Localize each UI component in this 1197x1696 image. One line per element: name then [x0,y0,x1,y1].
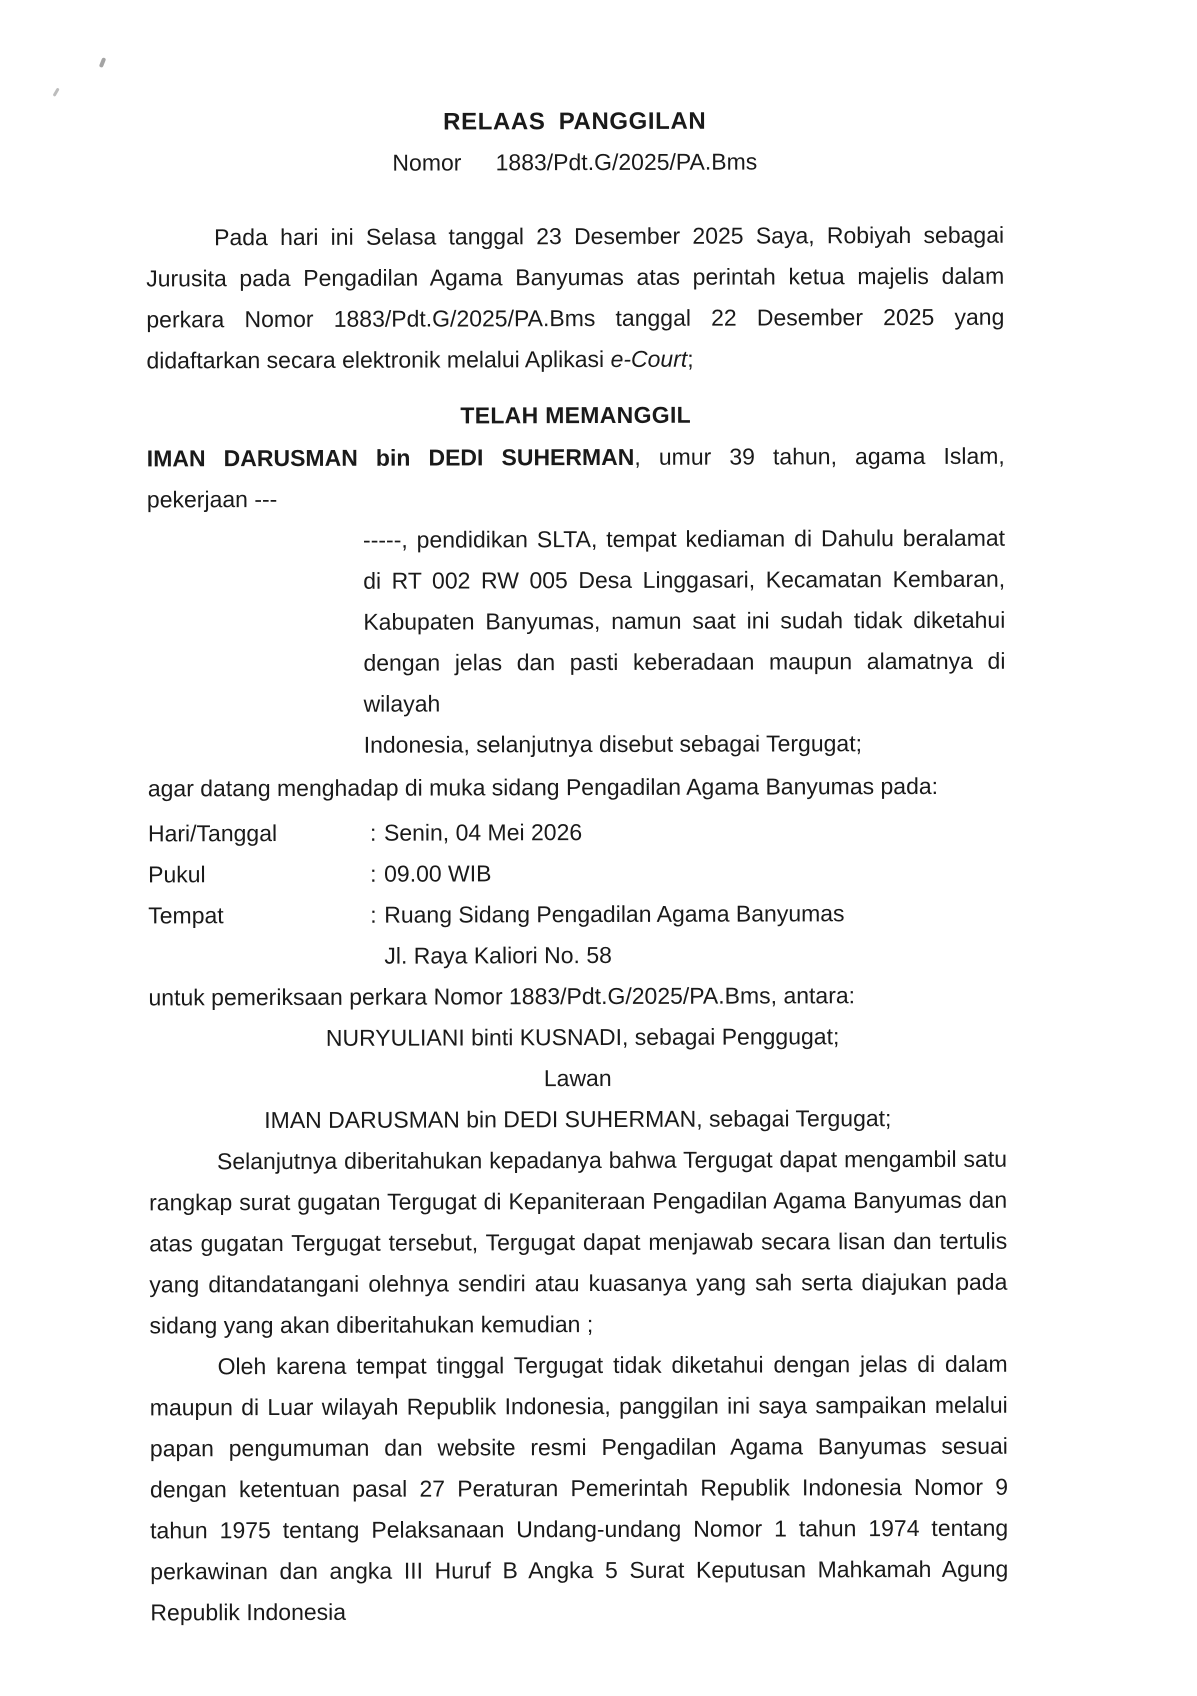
schedule-colon: : [370,901,377,928]
page-title: RELAAS PANGGILAN [443,107,707,136]
plaintiff-line: NURYULIANI binti KUSNADI, sebagai Penggugat; [325,1023,840,1051]
case-number-value: 1883/Pdt.G/2025/PA.Bms [495,148,758,176]
defendant-attributes: , umur 39 tahun, agama Islam, pekerjaan --- [146,442,1005,513]
scan-speckle-icon [53,88,60,97]
defendant-name: IMAN DARUSMAN bin DEDI SUHERMAN [146,443,635,472]
schedule-row-date [148,811,1006,855]
schedule-row-time [148,852,1006,896]
ecourt-app-name: e-Court [610,345,688,372]
summon-heading: TELAH MEMANGGIL [460,401,692,429]
defendant-address-text: -----, pendidikan SLTA, tempat kediaman di Dahulu beralamat di RT 002 RW 005 Desa Linggasari, Kecamatan Kembaran, Kabupaten Banyumas, namun saat ini sudah tidak diketahui dengan jelas dan pasti keberadaan maupun alamatnya di wilayah [362,524,1006,717]
schedule-label-time: Pukul [148,861,206,888]
schedule-colon: : [370,860,377,887]
schedule-label-date: Hari/Tanggal [147,820,278,847]
scan-speckle-icon [99,57,106,68]
opening-paragraph-text: Pada hari ini Selasa tanggal 23 Desember 2025 Saya, Robiyah sebagai Jurusita pada Pengadilan Agama Banyumas atas perintah ketua majelis dalam perkara Nomor 1883/Pdt.G/2025/PA.Bms tanggal 22 Desember 2025 yang didaftarkan secara elektronik melalui Aplikasi [146,221,1005,374]
case-examination-line: untuk pemeriksaan perkara Nomor 1883/Pdt.G/2025/PA.Bms, antara: [148,982,856,1011]
defendant-status-line: Indonesia, selanjutnya disebut sebagai Tergugat; [363,730,862,758]
defendant-party-line: IMAN DARUSMAN bin DEDI SUHERMAN, sebagai Tergugat; [264,1105,892,1134]
hearing-schedule [148,811,1007,978]
schedule-value-date: Senin, 04 Mei 2026 [383,819,583,846]
appearance-instruction: agar datang menghadap di muka sidang Pengadilan Agama Banyumas pada: [147,772,939,802]
case-number-label: Nomor [392,149,462,176]
schedule-row-place [148,893,1006,937]
defendant-address-block [363,518,1006,766]
schedule-label-place: Tempat [148,902,224,929]
defendant-identity-block [147,436,1006,767]
defendant-identity-first-line [147,436,1005,521]
schedule-colon: : [369,819,377,846]
opening-paragraph-punct: ; [687,345,694,372]
schedule-value-place: Ruang Sidang Pengadilan Agama Banyumas [384,900,845,928]
schedule-value-time: 09.00 WIB [384,860,492,887]
final-paragraph: Oleh karena tempat tinggal Tergugat tidak diketahui dengan jelas di dalam maupun di Luar wilayah Republik Indonesia, panggilan ini saya sampaikan melalui papan pengumuman dan website resmi Pengadilan Agama Banyumas sesuai dengan ketentuan pasal 27 Peraturan Pemerintah Republik Indonesia Nomor 9 tahun 1975 tentang Pelaksanaan Undang-undang Nomor 1 tahun 1974 tentang perkawinan dan angka III Huruf B Angka 5 Surat Keputusan Mahkamah Agung Republik Indonesia [149,1350,1009,1626]
notice-paragraph: Selanjutnya diberitahukan kepadanya bahwa Tergugat dapat mengambil satu rangkap surat gugatan Tergugat di Kepaniteraan Pengadilan Agama Banyumas dan atas gugatan Tergugat tersebut, Tergugat dapat menjawab secara lisan dan tertulis yang ditandatangani olehnya sendiri atau kuasanya yang sah serta diajukan pada sidang yang akan diberitahukan kemudian ; [149,1145,1008,1339]
versus-line: Lawan [543,1064,612,1092]
opening-paragraph [146,215,1005,382]
case-number-line [146,148,1004,178]
document-body [145,0,1008,1633]
schedule-value-address: Jl. Raya Kaliori No. 58 [384,941,612,969]
spacer [146,175,1004,218]
